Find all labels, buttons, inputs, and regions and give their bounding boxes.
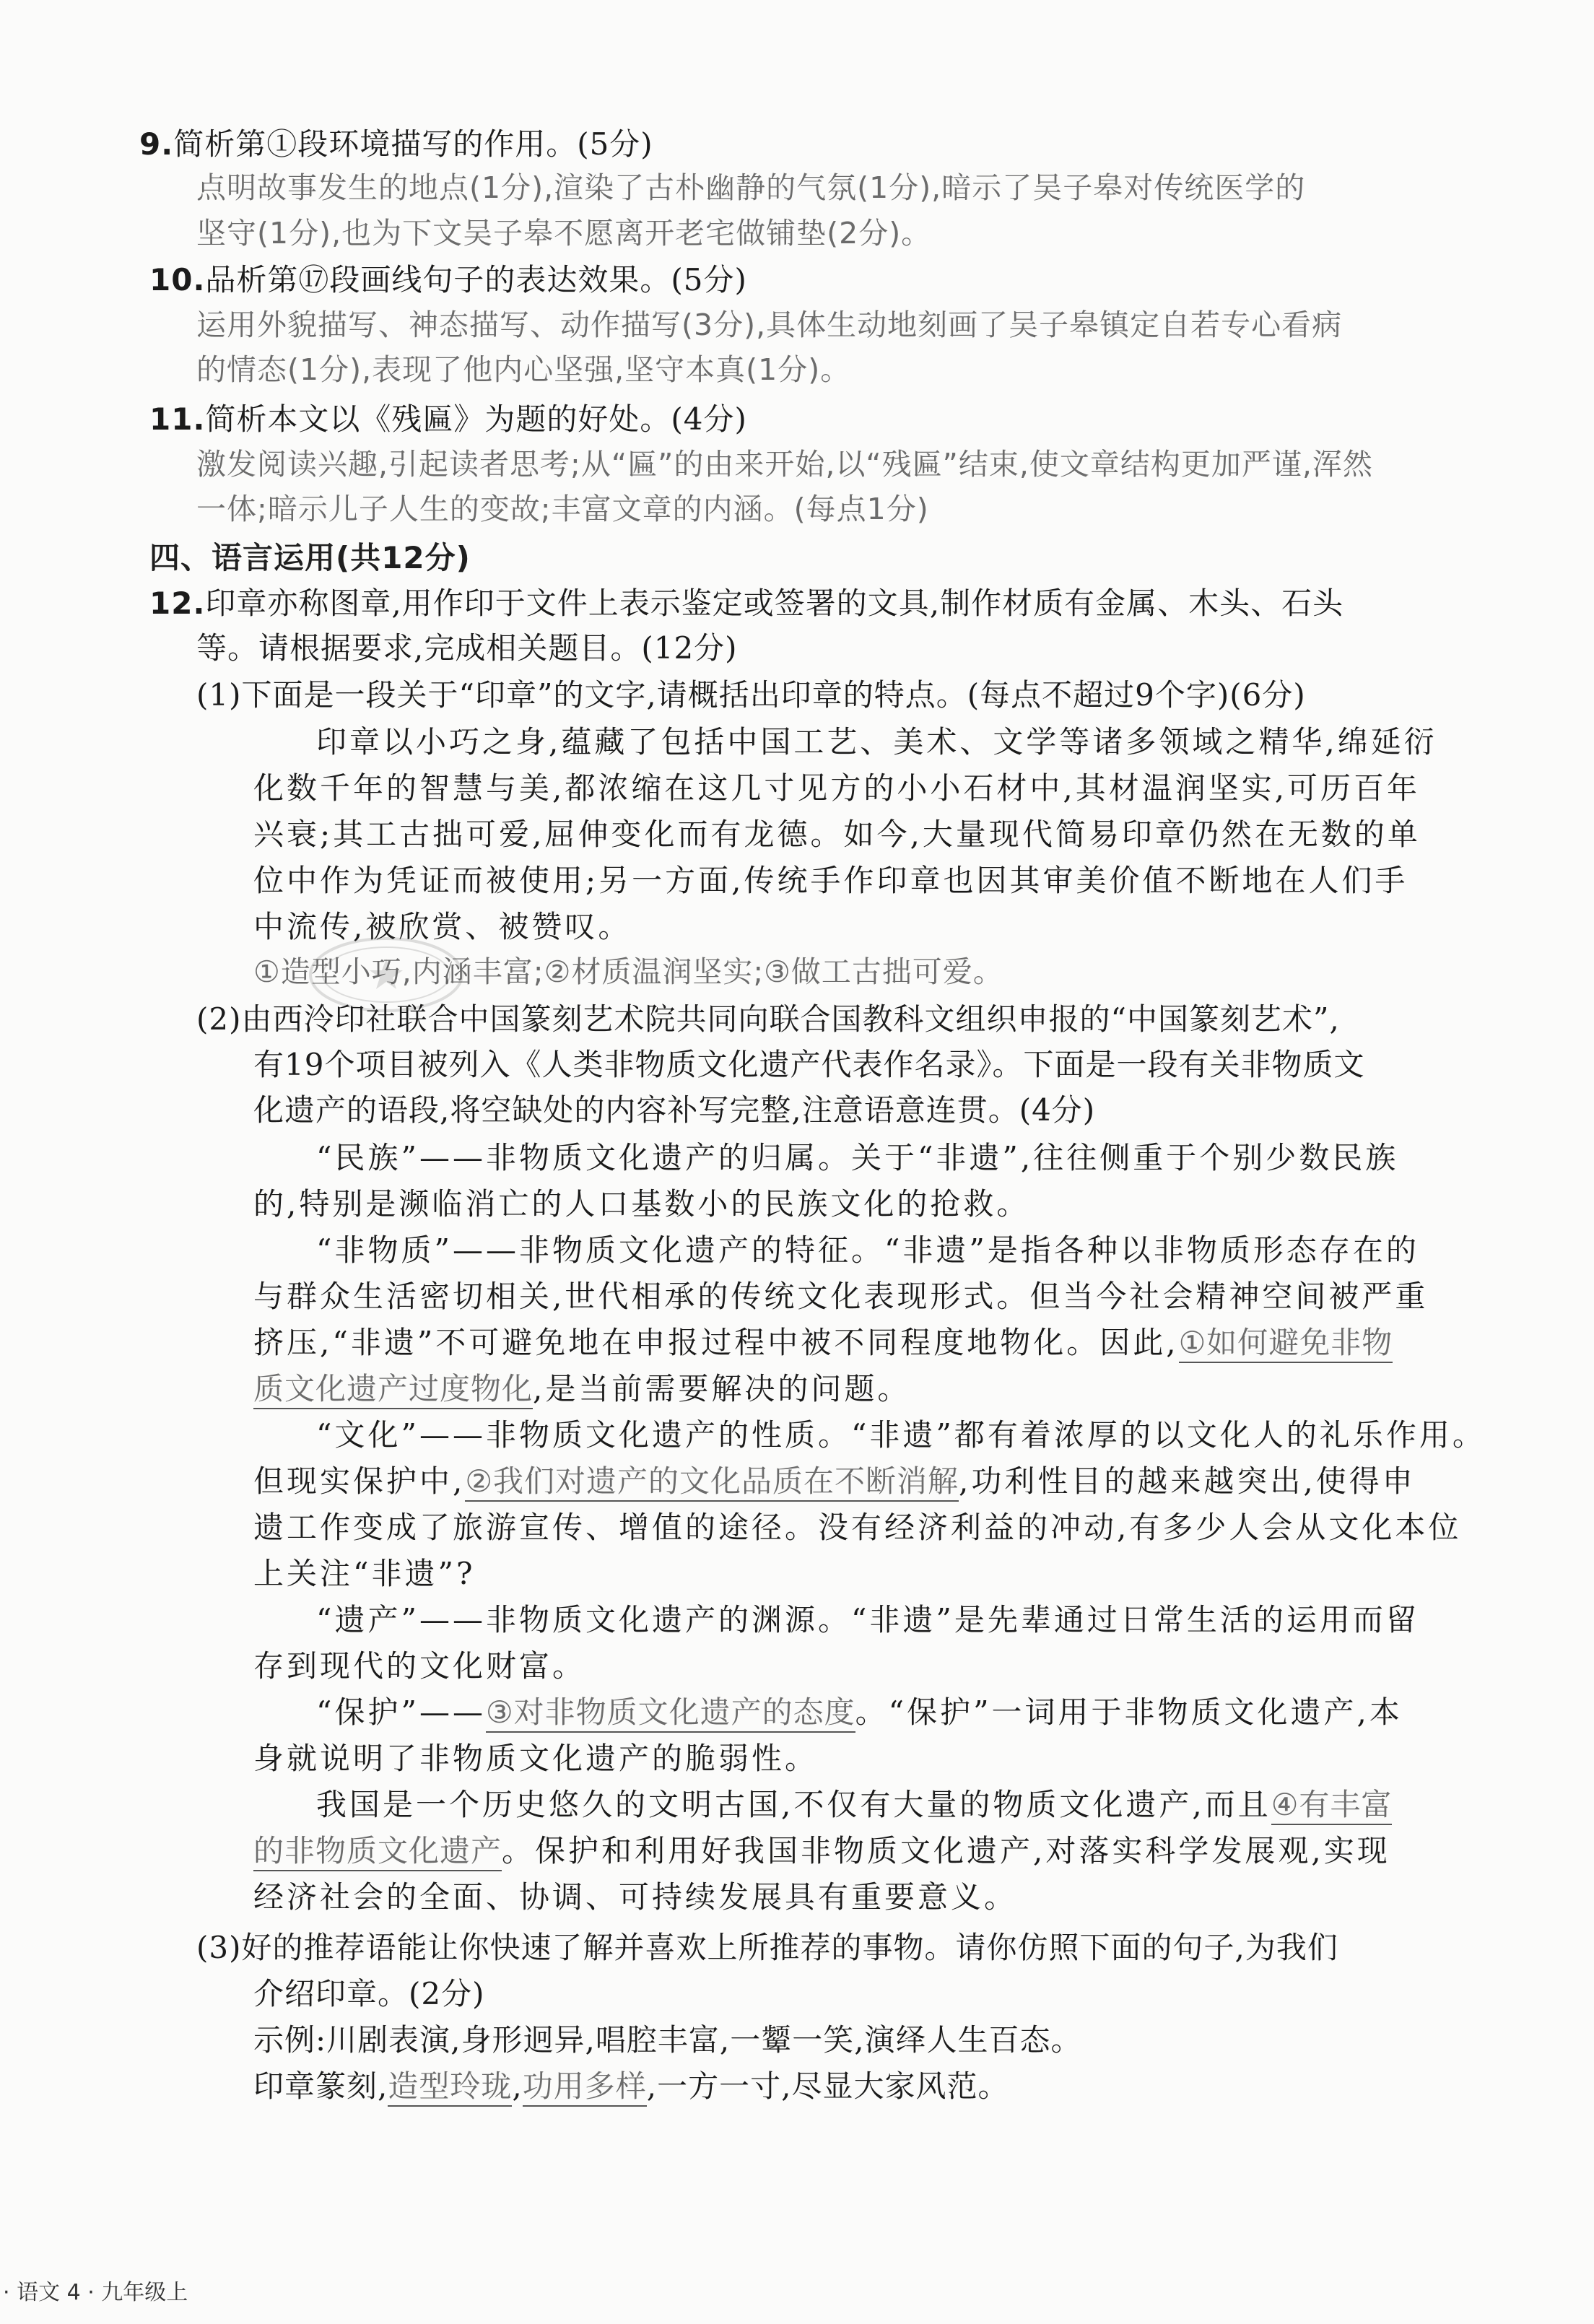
- question-number: 11.: [149, 401, 206, 437]
- answer-10-line-2: 的情态(1分),表现了他内心坚强,坚守本真(1分)。: [196, 352, 851, 387]
- passage-2-woguo-line-3: 经济社会的全面、协调、可持续发展具有重要意义。: [253, 1879, 1018, 1915]
- passage-text: 我国是一个历史悠久的文明古国,不仅有大量的物质文化遗产,而且: [316, 1787, 1271, 1822]
- blank-answer-4: ④有丰富: [1271, 1787, 1393, 1825]
- passage-2-feiwuzhi-line-3: [253, 1323, 1393, 1363]
- blank-answer-1-continued: 质文化遗产过度物化: [253, 1371, 533, 1409]
- passage-1-line-2: 化数千年的智慧与美,都浓缩在这几寸见方的小小石材中,其材温润坚实,可历百年: [253, 770, 1421, 806]
- part-2-prompt-line-1: (2)由西泠印社联合中国篆刻艺术院共同向联合国教科文组织申报的“中国篆刻艺术”,: [196, 1001, 1340, 1037]
- passage-text: 但现实保护中,: [253, 1463, 466, 1499]
- question-11: [149, 399, 747, 440]
- passage-2-wenhua-line-4: 上关注“非遗”?: [253, 1556, 476, 1591]
- answer-9-line-1: 点明故事发生的地点(1分),渲染了古朴幽静的气氛(1分),暗示了吴子皋对传统医学的: [196, 170, 1306, 205]
- answer-text: ,一方一寸,尽显大家风范。: [646, 2068, 1009, 2104]
- part-1-answer: ①造型小巧,内涵丰富;②材质温润坚实;③做工古拙可爱。: [253, 954, 1003, 989]
- passage-2-baohu-line-2: 身就说明了非物质文化遗产的脆弱性。: [253, 1741, 819, 1776]
- question-number: 10.: [149, 262, 206, 297]
- question-text: 简析本文以《残匾》为题的好处。(4分): [205, 401, 747, 437]
- passage-text: ,是当前需要解决的问题。: [533, 1371, 911, 1406]
- blank-answer-4-continued: 的非物质文化遗产: [253, 1833, 502, 1871]
- passage-2-minzu-line-1: “民族”——非物质文化遗产的归属。关于“非遗”,往往侧重于个别少数民族: [316, 1140, 1399, 1175]
- answer-text: 印章篆刻,: [253, 2068, 388, 2104]
- part-2-prompt-line-2: 有19个项目被列入《人类非物质文化遗产代表作名录》。下面是一段有关非物质文: [253, 1047, 1365, 1082]
- part-3-prompt-line-2: 介绍印章。(2分): [253, 1976, 485, 2011]
- passage-2-feiwuzhi-line-1: “非物质”——非物质文化遗产的特征。“非遗”是指各种以非物质形态存在的: [316, 1232, 1419, 1268]
- question-number: 12.: [149, 586, 206, 621]
- blank-answer-a: 造型玲珑: [388, 2068, 512, 2107]
- part-1-prompt: (1)下面是一段关于“印章”的文字,请概括出印章的特点。(每点不超过9个字)(6分): [196, 677, 1306, 713]
- blank-answer-2: ②我们对遗产的文化品质在不断消解: [465, 1463, 959, 1502]
- passage-1-line-3: 兴衰;其工古拙可爱,屈伸变化而有龙德。如今,大量现代简易印章仍然在无数的单: [253, 817, 1421, 852]
- passage-2-woguo-line-1: [316, 1785, 1392, 1825]
- section-heading: 四、语言运用(共12分): [149, 540, 471, 575]
- passage-2-yichan-line-1: “遗产”——非物质文化遗产的渊源。“非遗”是先辈通过日常生活的运用而留: [316, 1602, 1419, 1637]
- part-3-answer: [253, 2066, 1009, 2107]
- passage-1-line-4: 位中作为凭证而被使用;另一方面,传统手作印章也因其审美价值不断地在人们手: [253, 863, 1408, 898]
- part-3-example: 示例:川剧表演,身形迥异,唱腔丰富,一颦一笑,演绎人生百态。: [253, 2022, 1082, 2058]
- passage-2-woguo-line-2: [253, 1831, 1390, 1871]
- part-2-prompt-line-3: 化遗产的语段,将空缺处的内容补写完整,注意语意连贯。(4分): [253, 1092, 1096, 1128]
- question-12-intro-line-2: 等。请根据要求,完成相关题目。(12分): [196, 630, 738, 666]
- answer-10-line-1: 运用外貌描写、神态描写、动作描写(3分),具体生动地刻画了吴子皋镇定自若专心看病: [196, 308, 1343, 342]
- part-3-prompt-line-1: (3)好的推荐语能让你快速了解并喜欢上所推荐的事物。请你仿照下面的句子,为我们: [196, 1930, 1338, 1965]
- passage-2-feiwuzhi-line-2: 与群众生活密切相关,世代相承的传统文化表现形式。但当今社会精神空间被严重: [253, 1279, 1429, 1314]
- passage-1-line-1: 印章以小巧之身,蕴藏了包括中国工艺、美术、文学等诸多领域之精华,绵延衍: [316, 724, 1437, 760]
- question-text: 品析第⑰段画线句子的表达效果。(5分): [205, 262, 747, 297]
- question-text: 印章亦称图章,用作印于文件上表示鉴定或签署的文具,制作材质有金属、木头、石头: [205, 586, 1344, 621]
- blank-answer-3: ③对非物质文化遗产的态度: [486, 1694, 855, 1733]
- question-12: [149, 583, 1343, 624]
- passage-text: 。保护和利用好我国非物质文化遗产,对落实科学发展观,实现: [502, 1833, 1390, 1868]
- question-text: 简析第①段环境描写的作用。(5分): [173, 126, 653, 162]
- passage-text: 挤压,“非遗”不可避免地在申报过程中被不同程度地物化。因此,: [253, 1325, 1179, 1360]
- passage-2-minzu-line-2: 的,特别是濒临消亡的人口基数小的民族文化的抢救。: [253, 1186, 1030, 1222]
- blank-answer-b: 功用多样: [523, 2068, 647, 2107]
- passage-1-line-5: 中流传,被欣赏、被赞叹。: [253, 909, 632, 944]
- blank-answer-1: ①如何避免非物: [1179, 1325, 1393, 1363]
- answer-text: ,: [512, 2068, 523, 2104]
- passage-2-wenhua-line-1: “文化”——非物质文化遗产的性质。“非遗”都有着浓厚的以文化人的礼乐作用。: [316, 1417, 1486, 1453]
- answer-11-line-2: 一体;暗示儿子人生的变故;丰富文章的内涵。(每点1分): [196, 492, 929, 526]
- answer-9-line-2: 坚守(1分),也为下文吴子皋不愿离开老宅做铺垫(2分)。: [196, 216, 932, 251]
- passage-2-feiwuzhi-line-4: [253, 1369, 910, 1409]
- passage-text: ,功利性目的越来越突出,使得申: [959, 1463, 1416, 1499]
- answer-11-line-1: 激发阅读兴趣,引起读者思考;从“匾”的由来开始,以“残匾”结束,使文章结构更加严谨,浑然: [196, 447, 1373, 482]
- passage-2-yichan-line-2: 存到现代的文化财富。: [253, 1648, 586, 1684]
- passage-2-wenhua-line-2: [253, 1461, 1416, 1502]
- passage-text: 。“保护”一词用于非物质文化遗产,本: [855, 1694, 1403, 1730]
- question-10: [149, 260, 747, 300]
- question-number: 9.: [139, 126, 174, 162]
- question-9: [139, 124, 653, 165]
- passage-text: “保护”——: [316, 1694, 486, 1730]
- passage-2-wenhua-line-3: 遗工作变成了旅游宣传、增值的途径。没有经济利益的冲动,有多少人会从文化本位: [253, 1510, 1462, 1545]
- page-footer: · 语文 4 · 九年级上: [3, 2280, 188, 2305]
- passage-2-baohu-line-1: [316, 1692, 1403, 1733]
